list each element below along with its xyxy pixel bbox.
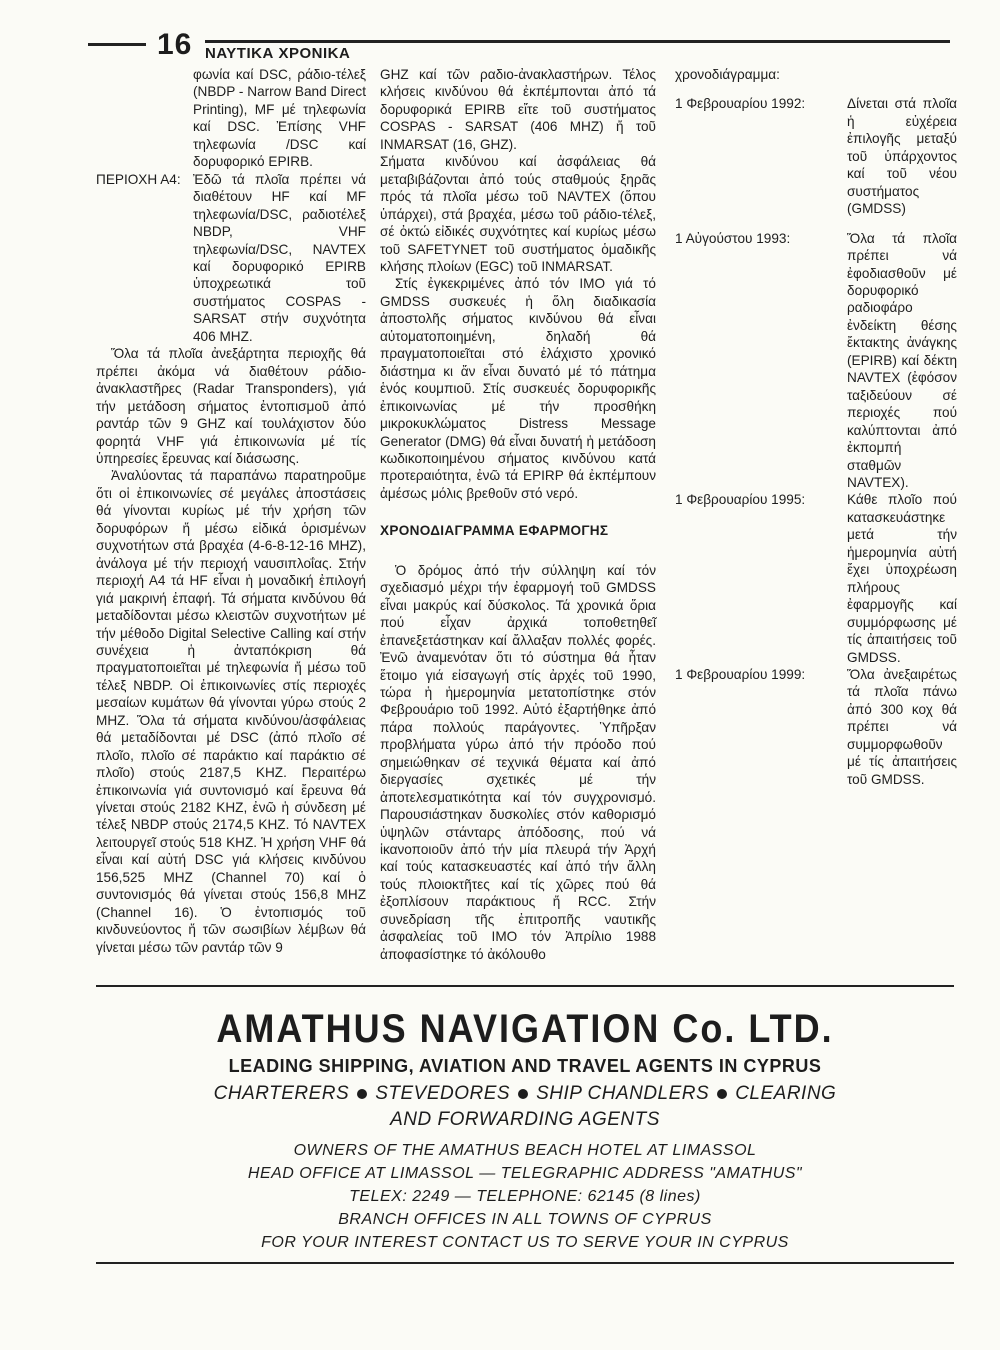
page-number: 16 [157, 28, 193, 61]
bullet-icon [357, 1089, 367, 1099]
timeline-text: Ὅλα ἀνεξαιρέτως τά πλοῖα πάνω ἀπό 300 κοχ θά πρέπει νά συμμορφωθοῦν μέ τίς ἀπαιτήσεις τοῦ GMDSS. [847, 666, 957, 787]
bullet-icon [717, 1089, 727, 1099]
timeline-entry [675, 666, 957, 788]
bullet-icon [518, 1089, 528, 1099]
section-heading: ΧΡΟΝΟΔΙΑΓΡΑΜΜΑ ΕΦΑΡΜΟΓΗΣ [380, 523, 609, 539]
area-a4-text: Ἐδῶ τά πλοῖα πρέπει νά διαθέτουν HF καί MF τηλεφωνία/DSC, ραδιοτέλεξ NBDP, VHF τηλεφωνία/DSC, NAVTEX καί δορυφορικό EPIRB ὑποχρεωτικά τοῦ συστήματος COSPAS - SARSAT στήν συχνότητα 406 MHZ. [193, 171, 366, 344]
paragraph: Στίς ἐγκεκριμένες ἀπό τόν ΙΜΟ γιά τό GMDSS συσκευές ἡ ὅλη διαδικασία ἀποστολῆς σήματος κινδύνου θά εἶναι αὐτοματοποιημένη, δηλαδή θά πραγματοποιεῖται στό ἐλάχιστο χρονικό διάστημα κι ἄν εἶναι δυνατό μέ τό πάτημα ἑνός κουμπιοῦ. Στίς συσκευές δορυφορικῆς ἐπικοινωνίας μέ τήν προσθήκη μικροκυκλώματος Distress Message Generator (DMG) θά εἶναι δυνατή ἡ μετάδοση κωδικοποιημένου σήματος κινδύνου κατά προτεραιότητα, ἐνῶ τά EPIRP θά ἐκπέμπουν ἀμέσως μόλις βρεθοῦν στό νερό. [380, 276, 656, 501]
header-rule-left [88, 43, 146, 46]
timeline-text: Κάθε πλοῖο πού κατασκευάστηκε μετά τήν ἡμερομηνία αὐτή ἔχει ὑποχρέωση πλήρους ἐφαρμογῆς καί συμμόρφωσης μέ τίς ἀπαιτήσεις τοῦ GMDSS. [847, 492, 957, 665]
timeline-intro: χρονοδιάγραμμα: [675, 67, 780, 82]
paragraph: Ἀναλύοντας τά παραπάνω παρατηροῦμε ὅτι οἱ ἐπικοινωνίες σέ μεγάλες ἀποστάσεις θά γίνονται κυρίως μέ τήν χρήση τῶν δορυφόρων ἤ μέσω εἰδικά ὁρισμένων συχνοτήτων στά βραχέα (4-6-8-12-16 MHZ), ἀνάλογα μέ τήν περιοχή ναυσιπλοΐας. Στήν περιοχή Α4 τά HF εἶναι ἡ μοναδική ἐπιλογή γιά μακρινή ἐπαφή. Τά σήματα κινδύνου θά μεταδίδονται μέσω κλειστῶν συχνοτήτων μέ τήν μέθοδο Digital Selective Calling καί στήν συνέχεια ἡ ἀνταπόκριση θά πραγματοποιεῖται μέ τηλεφωνία ἤ μέσω τοῦ τέλεξ NBDP. Οἱ ἐπικοινωνίες στίς περιοχές μεσαίων κυμάτων θά γίνονται γύρω στούς 2 MHZ. Ὅλα τά σήματα κινδύνου/ἀσφάλειας θά μεταδίδονται μέ DSC (ἀπό πλοῖο σέ πλοῖο, πλοῖο σέ παράκτιο καί παράκτιο σέ πλοῖο) στούς 2187,5 KHZ. Περαιτέρω ἐπικοινωνία γιά συντονισμό καί ἔρευνα θά γίνεται στούς 2182 KHZ, ἐνῶ ἡ σύνδεση μέ τέλεξ NBDP στούς 2174,5 KHZ. Τό NAVTEX λειτουργεῖ στούς 518 KHZ. Ἡ χρήση VHF θά εἶναι καί αὐτή DSC γιά κλήσεις κινδύνου 156,525 MHZ (Channel 70) καί ὁ συντονισμός θά γίνεται στούς 156,8 MHZ (Channel 16). Ὁ ἐντοπισμός τοῦ κινδυνεύοντος ἤ τῶν σωσιβίων λέμβων θά γίνεται μέσω τῶν ραντάρ τῶν 9 [96, 468, 366, 955]
service-item: CLEARING [735, 1083, 837, 1104]
service-item: CHARTERERS [213, 1083, 350, 1104]
advert-rule-top [96, 985, 954, 987]
advert-telex: TELEX: 2249 — TELEPHONE: 62145 (8 lines) [349, 1188, 701, 1205]
timeline-entry [675, 230, 957, 492]
paragraph: Σήματα κινδύνου καί ἀσφάλειας θά μεταβιβάζονται ἀπό τούς σταθμούς ξηρᾶς πρός τά πλοῖα μέσω τοῦ NAVTEX (ὅπου ὑπάρχει), στά βραχέα, μέσω τοῦ ράδιο-τέλεξ, σέ ὀκτώ εἰδικές συχνότητες καί κυρίως μέσω τοῦ SAFETYNET τοῦ συστήματος ὁμαδικῆς κλήσης πλοίων (EGC) τοῦ INMARSAT. [380, 154, 656, 274]
article-column-2 [380, 66, 656, 963]
area-a4-definition [96, 171, 366, 346]
advert-branches: BRANCH OFFICES IN ALL TOWNS OF CYPRUS [338, 1211, 712, 1228]
article-column-1 [96, 66, 366, 956]
service-item: STEVEDORES [375, 1083, 511, 1104]
advertisement [96, 1000, 954, 1254]
article-column-3 [675, 66, 957, 788]
timeline-date: 1 Φεβρουαρίου 1999: [675, 666, 806, 682]
service-item: SHIP CHANDLERS [536, 1083, 710, 1104]
timeline-entry [675, 491, 957, 666]
timeline-date: 1 Φεβρουαρίου 1992: [675, 96, 806, 112]
timeline-date: 1 Φεβρουαρίου 1995: [675, 492, 806, 508]
advert-services [96, 1081, 954, 1107]
timeline-text: Ὅλα τά πλοῖα πρέπει νά ἐφοδιασθοῦν μέ δορυφορικό ραδιοφάρο ἐνδείκτη θέσης ἔκτακτης ἀνάγκης (EPIRB) καί δέκτη NAVTEX (ἐφόσον ταξιδεύουν σέ περιοχές πού καλύπτονται ἀπό ἐκπομπή σταθμῶν NAVTEX). [847, 230, 957, 490]
advert-rule-bottom [96, 1262, 954, 1264]
advert-owners: OWNERS OF THE AMATHUS BEACH HOTEL AT LIMASSOL [293, 1142, 757, 1159]
paragraph: Ὅλα τά πλοῖα ἀνεξάρτητα περιοχῆς θά πρέπει ἀκόμα νά διαθέτουν ράδιο-ἀνακλαστῆρες (Radar Transponders), γιά τήν μετάδοση σήματος ἐντοπισμοῦ ἀπό ραντάρ τῶν 9 GHZ καί τουλάχιστον δύο φορητά VHF γιά ἐπικοινωνία μέ τίς ὑπηρεσίες ἔρευνας καί διάσωσης. [96, 346, 366, 466]
advert-closing: FOR YOUR INTEREST CONTACT US TO SERVE YOUR IN CYPRUS [261, 1234, 789, 1251]
timeline-entry [675, 95, 957, 217]
area-a3-continuation [96, 66, 366, 171]
timeline-text: Δίνεται στά πλοῖα ἡ εὐχέρεια ἐπιλογῆς μεταξύ τοῦ ὑπάρχοντος καί τοῦ νέου συστήματος (GMDSS) [847, 96, 957, 217]
advert-services-cont: AND FORWARDING AGENTS [390, 1109, 660, 1130]
area-a4-label: ΠΕΡΙΟΧΗ Α4: [96, 171, 181, 187]
advert-head-office: HEAD OFFICE AT LIMASSOL — TELEGRAPHIC ADDRESS "AMATHUS" [247, 1165, 803, 1182]
paragraph: GHZ καί τῶν ραδιο-ἀνακλαστήρων. Τέλος κλήσεις κινδύνου θά ἐκπέμπονται ἀπό τά δορυφορικά EPIRB εἴτε τοῦ συστήματος COSPAS - SARSAT (406 MHZ) ἤ τοῦ INMARSAT (16, GHZ). [380, 67, 656, 152]
timeline-date: 1 Αὐγούστου 1993: [675, 230, 791, 246]
area-a3-text: φωνία καί DSC, ράδιο-τέλεξ (NBDP - Narrow Band Direct Printing), MF μέ τηλεφωνία καί DSC. Ἐπίσης VHF τηλεφωνία /DSC καί δορυφορικό EPIRB. [193, 67, 366, 170]
advert-company-name: AMATHUS NAVIGATION Co. LTD. [216, 1005, 834, 1051]
advert-tagline: LEADING SHIPPING, AVIATION AND TRAVEL AGENTS IN CYPRUS [228, 1056, 822, 1076]
magazine-title: ΝΑΥΤΙΚΑ ΧΡΟΝΙΚΑ [205, 45, 351, 62]
paragraph: Ὁ δρόμος ἀπό τήν σύλληψη καί τόν σχεδιασμό μέχρι τήν ἐφαρμογή τοῦ GMDSS εἶναι μακρύς καί δύσκολος. Τά χρονικά ὅρια πού εἶχαν ἀρχικά τοποθετηθεῖ ἐπανεξετάστηκαν καί ἄλλαξαν πολλές φορές. Ἐνῶ ἀναμενόταν ὅτι τό σύστημα θά ἦταν ἕτοιμο γιά εἰσαγωγή στίς ἀρχές τοῦ 1990, τώρα ἡ ἡμερομηνία μετατοπίστηκε στόν Φεβρουάριο τοῦ 1992. Αὐτό ἐξαρτήθηκε ἀπό πάρα πολλούς παράγοντες. Ὑπῆρξαν προβλήματα γύρω ἀπό τήν πρόοδο πού σημειώθηκαν σέ τεχνικά θέματα καί ἀπό διεργασίες σχετικές μέ τήν ἀποτελεσματικότητα καί τόν συγχρονισμό. Παρουσιάστηκαν δυσκολίες στόν καθορισμό ὑψηλῶν στάνταρς ἀπόδοσης, πού νά ἱκανοποιοῦν ἀπό τήν μία πλευρά τήν Ἀρχή καί τούς κατασκευαστές καί ἀπό τήν ἄλλη τούς πλοιοκτῆτες καί τίς χῶρες πού θά ἐξοπλίσουν παράκτιους ἤ RCC. Στήν συνεδρίαση τῆς ἐπιτροπῆς ναυτικῆς ἀσφαλείας τοῦ ΙΜΟ τόν Ἀπρίλιο 1988 ἀποφασίστηκε τό ἀκόλουθο [380, 562, 656, 962]
header-rule-right [205, 40, 950, 43]
